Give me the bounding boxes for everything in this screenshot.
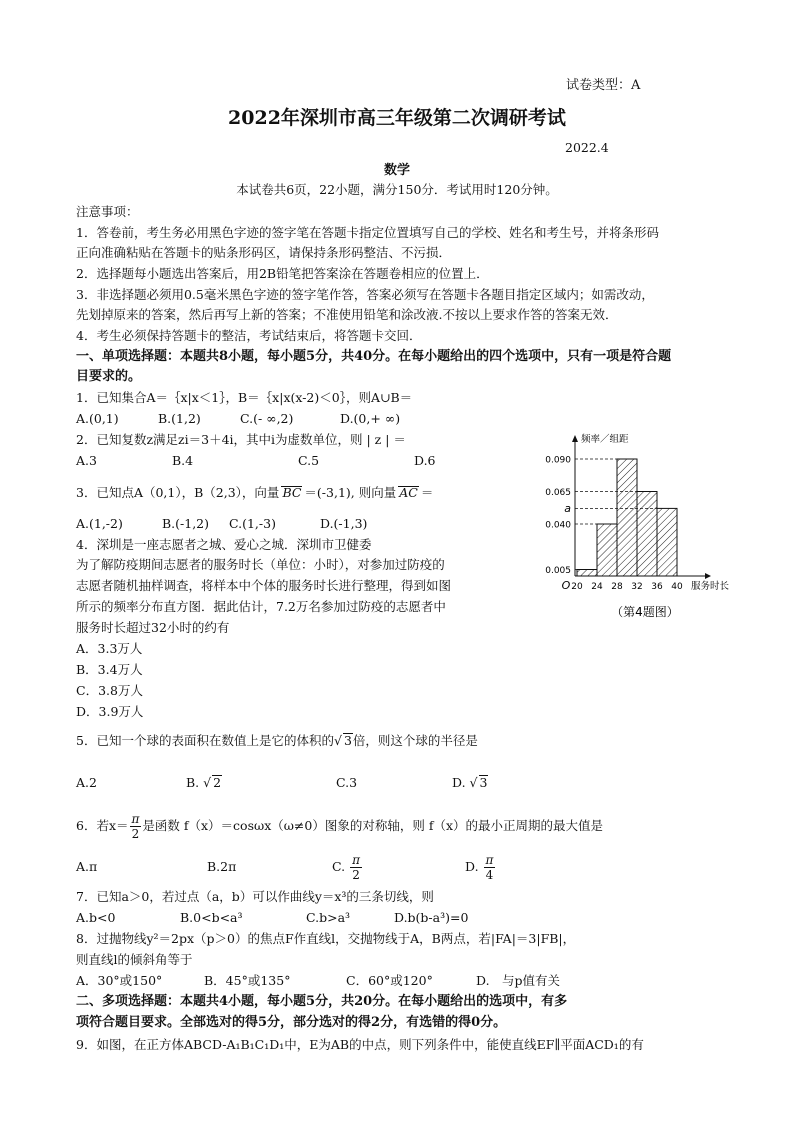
option: C.b>a³: [306, 910, 351, 925]
question-stem: 为了解防疫期间志愿者的服务时长（单位：小时），对参加过防疫的: [76, 557, 445, 572]
page-title: 2022年深圳市高三年级第二次调研考试: [228, 107, 566, 129]
option: D.6: [414, 453, 436, 468]
x-tick-label: 28: [611, 582, 623, 592]
histogram-layer: [545, 433, 729, 619]
histogram-bar: [577, 570, 597, 577]
x-axis-label: 服务时长: [691, 581, 730, 592]
option: C.5: [298, 453, 320, 468]
y-axis-label: 频率／组距: [581, 434, 629, 445]
question-stem: 3．已知点A（0,1），B（2,3），向量 BC ＝(-3,1), 则向量 AC ＝: [76, 485, 434, 500]
option: D.(-1,3): [320, 516, 368, 531]
section-heading: 目要求的。: [76, 369, 142, 384]
option: C.3: [336, 775, 358, 790]
section-heading: 项符合题目要求。全部选对的得5分，部分选对的得2分，有选错的得0分。: [76, 1015, 507, 1030]
section-heading: 一、单项选择题：本题共8小题，每小题5分，共40分。在每小题给出的四个选项中，只有一项是符合题: [76, 349, 672, 364]
option: B. √ 2: [186, 775, 222, 790]
question-stem: 所示的频率分布直方图．据此估计，7.2万名参加过防疫的志愿者中: [76, 599, 446, 614]
option: A．30°或150°: [76, 973, 163, 988]
question-stem: 则直线l的倾斜角等于: [76, 952, 193, 967]
option: D. $\frac{\pi}{4}$: [465, 853, 494, 882]
option: C．60°或120°: [346, 973, 433, 988]
option: B.(1,2): [158, 411, 201, 426]
fraction-pi-over-2: $\frac{\pi}{2}$: [131, 812, 140, 841]
option: B.0<b<a³: [180, 910, 243, 925]
y-axis-arrow: [572, 435, 578, 442]
question-stem: 5．已知一个球的表面积在数值上是它的体积的√ 3倍，则这个球的半径是: [76, 733, 478, 748]
sqrt-radicand: 3: [343, 733, 352, 748]
question-stem: 6．若x＝ $\frac{\pi}{2}$ 是函数 f（x）＝cosωx（ω≠0）图象的对称轴，则 f（x）的最小正周期的最大值是: [76, 812, 604, 841]
x-tick-label: 24: [591, 582, 603, 592]
question-stem: 8．过抛物线y²＝2px（p＞0）的焦点F作直线l，交抛物线于A，B两点，若|FA|＝3|FB|，: [76, 931, 576, 946]
option: D．3.9万人: [76, 704, 144, 719]
x-tick-label: 32: [631, 582, 643, 592]
option: A.(1,-2): [76, 516, 123, 531]
x-axis-arrow: [705, 573, 711, 579]
figure-caption: （第4题图）: [611, 605, 679, 619]
question-stem: 服务时长超过32小时的约有: [76, 620, 230, 635]
y-tick-label: a: [564, 501, 571, 515]
origin-label: O: [561, 579, 571, 592]
notice-heading: 注意事项：: [76, 204, 139, 219]
notice-line: 1．答卷前，考生务必用黑色字迹的签字笔在答题卡指定位置填写自己的学校、姓名和考生号，并将条形码: [76, 225, 659, 240]
notice-line: 正向准确粘贴在答题卡的贴条形码区，请保持条形码整洁、不污损．: [76, 245, 452, 260]
option: A.(0,1): [76, 411, 119, 426]
question-stem: 志愿者随机抽样调查，将样本中个体的服务时长进行整理，得到如图: [76, 578, 452, 593]
option: D. 与p值有关: [476, 973, 561, 988]
option: B．3.4万人: [76, 662, 143, 677]
section-heading: 二、多项选择题：本题共4小题，每小题5分，共20分。在每小题给出的选项中，有多: [76, 994, 568, 1009]
option: A.b<0: [76, 910, 116, 925]
notice-line: 3．非选择题必须用0.5毫米黑色字迹的签字笔作答，答案必须写在答题卡各题目指定区域内；如需改动，: [76, 287, 654, 302]
histogram-bar: [597, 524, 617, 576]
question-stem: 2．已知复数z满足zi＝3＋4i，其中i为虚数单位，则 | z | ＝: [76, 432, 406, 447]
histogram-figure: [505, 432, 740, 627]
option: C.(1,-3): [229, 516, 276, 531]
histogram-bar: [637, 492, 657, 577]
vector-bc: BC: [282, 485, 302, 500]
x-tick-label: 36: [651, 582, 663, 592]
option: C．3.8万人: [76, 683, 143, 698]
option: B.(-1,2): [162, 516, 210, 531]
option: D. √ 3: [452, 775, 488, 790]
histogram-bar: [657, 508, 677, 576]
exam-info: 本试卷共6页，22小题，满分150分．考试用时120分钟。: [236, 182, 558, 197]
option: C.(- ∞,2): [240, 411, 294, 426]
option: A.π: [76, 859, 98, 874]
x-tick-label: 20: [571, 582, 583, 592]
paper-type: 试卷类型：A: [566, 78, 641, 93]
question-stem: 1．已知集合A＝｛x|x＜1｝，B＝｛x|x(x-2)＜0｝，则A∪B＝: [76, 390, 413, 405]
notice-line: 4．考生必须保持答题卡的整洁，考试结束后，将答题卡交回．: [76, 328, 422, 343]
option: A．3.3万人: [76, 641, 143, 656]
histogram-bar: [617, 459, 637, 576]
option: D.b(b-a³)=0: [394, 910, 469, 925]
option: D.(0,+ ∞): [340, 411, 401, 426]
y-tick-label: 0.090: [545, 455, 571, 466]
option: B.2π: [207, 859, 237, 874]
option: B.4: [172, 453, 194, 468]
option: A.3: [76, 453, 97, 468]
vector-ac: AC: [399, 485, 418, 500]
question-stem: 7．已知a＞0，若过点（a，b）可以作曲线y＝x³的三条切线，则: [76, 889, 434, 904]
subject-title: 数学: [383, 163, 410, 178]
question-stem: 4．深圳是一座志愿者之城、爱心之城．深圳市卫健委: [76, 537, 372, 552]
x-tick-label: 40: [671, 582, 683, 592]
question-stem: 9．如图，在正方体ABCD-A₁B₁C₁D₁中，E为AB的中点，则下列条件中，能使直线EF∥平面ACD₁的有: [76, 1037, 644, 1052]
notice-line: 2．选择题每小题选出答案后，用2B铅笔把答案涂在答题卷相应的位置上．: [76, 266, 489, 281]
exam-date: 2022.4: [565, 140, 609, 155]
y-tick-label: 0.065: [545, 488, 571, 498]
y-tick-label: 0.005: [545, 566, 571, 576]
option: C. $\frac{\pi}{2}$: [332, 853, 360, 882]
option: A.2: [76, 775, 97, 790]
y-tick-label: 0.040: [545, 520, 571, 531]
notice-line: 先划掉原来的答案，然后再写上新的答案；不准使用铅笔和涂改液.不按以上要求作答的答案无效．: [76, 307, 618, 322]
option: B．45°或135°: [204, 973, 291, 988]
